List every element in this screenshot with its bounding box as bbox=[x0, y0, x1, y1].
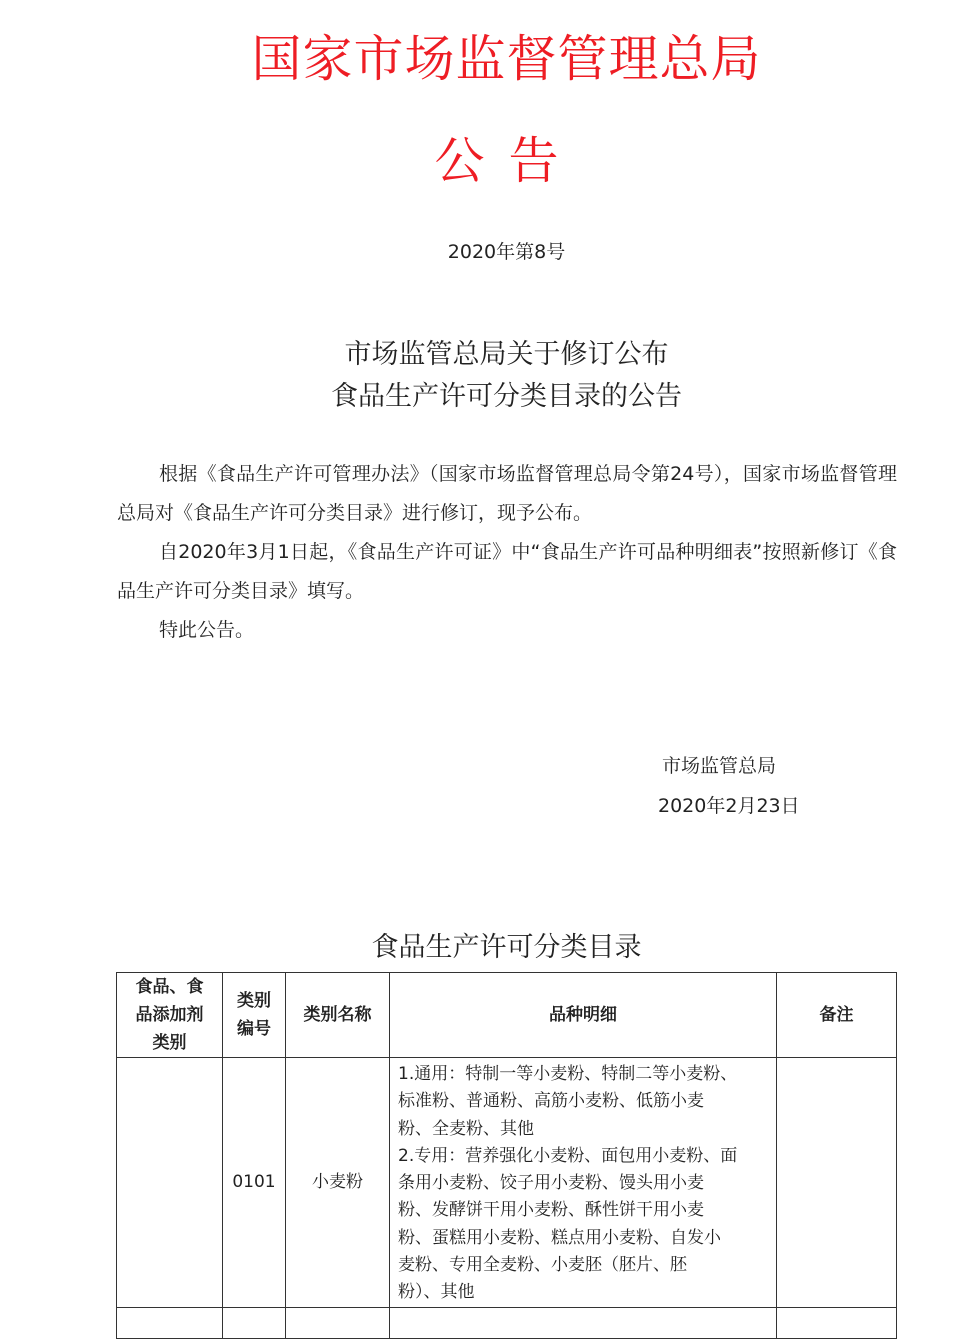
header-detail: 品种明细 bbox=[390, 973, 777, 1058]
cell-category bbox=[117, 1307, 223, 1338]
header-remark: 备注 bbox=[777, 973, 897, 1058]
detail-line: 1.通用：特制一等小麦粉、特制二等小麦粉、 bbox=[398, 1064, 738, 1084]
detail-line: 粉、蛋糕用小麦粉、糕点用小麦粉、自发小 bbox=[398, 1227, 721, 1248]
issuer-heading: 国家市场监督管理总局 bbox=[251, 30, 762, 88]
cell-code bbox=[223, 1307, 286, 1338]
cell-name: 小麦粉 bbox=[286, 1058, 390, 1308]
cell-code: 0101 bbox=[223, 1058, 286, 1308]
cell-name bbox=[286, 1307, 390, 1338]
table-header-row bbox=[117, 973, 897, 1058]
cell-remark bbox=[777, 1307, 897, 1338]
detail-line: 条用小麦粉、饺子用小麦粉、馒头用小麦 bbox=[398, 1173, 704, 1194]
catalog-title: 食品生产许可分类目录 bbox=[371, 932, 642, 963]
detail-line: 粉、发酵饼干用小麦粉、酥性饼干用小麦 bbox=[398, 1200, 704, 1221]
detail-line: 粉、全麦粉、其他 bbox=[398, 1118, 534, 1139]
body-paragraph: 自2020年3月1日起，《食品生产许可证》中“食品生产许可品种明细表”按照新修订《食品生产许可分类目录》填写。 bbox=[117, 541, 897, 602]
cell-remark bbox=[777, 1058, 897, 1308]
detail-line: 标准粉、普通粉、高筋小麦粉、低筋小麦 bbox=[398, 1091, 704, 1112]
title-line: 市场监管总局关于修订公布 bbox=[344, 339, 669, 370]
announcement-body bbox=[117, 455, 897, 650]
announcement-title bbox=[0, 334, 967, 418]
table-row bbox=[117, 1058, 897, 1308]
catalog-table bbox=[116, 972, 897, 1339]
header-code: 类别 编号 bbox=[223, 973, 286, 1058]
header-name: 类别名称 bbox=[286, 973, 390, 1058]
signature-block bbox=[658, 746, 800, 826]
cell-detail bbox=[390, 1307, 777, 1338]
cell-detail bbox=[390, 1058, 777, 1308]
detail-line: 麦粉、专用全麦粉、小麦胚（胚片、胚 bbox=[398, 1255, 687, 1276]
cell-category bbox=[117, 1058, 223, 1308]
table-row bbox=[117, 1307, 897, 1338]
detail-line: 粉）、其他 bbox=[398, 1282, 475, 1303]
signature-organization: 市场监管总局 bbox=[662, 755, 777, 777]
document-number: 2020年第8号 bbox=[447, 241, 566, 263]
title-line: 食品生产许可分类目录的公告 bbox=[331, 381, 682, 412]
detail-line: 2.专用：营养强化小麦粉、面包用小麦粉、面 bbox=[398, 1145, 738, 1166]
document-type-heading: 公告 bbox=[434, 132, 583, 190]
signature-date: 2020年2月23日 bbox=[658, 795, 800, 817]
body-paragraph: 根据《食品生产许可管理办法》（国家市场监督管理总局令第24号），国家市场监督管理总局对《食品生产许可分类目录》进行修订，现予公布。 bbox=[117, 463, 897, 524]
body-paragraph: 特此公告。 bbox=[159, 619, 255, 641]
header-category: 食品、食 品添加剂 类别 bbox=[117, 973, 223, 1058]
